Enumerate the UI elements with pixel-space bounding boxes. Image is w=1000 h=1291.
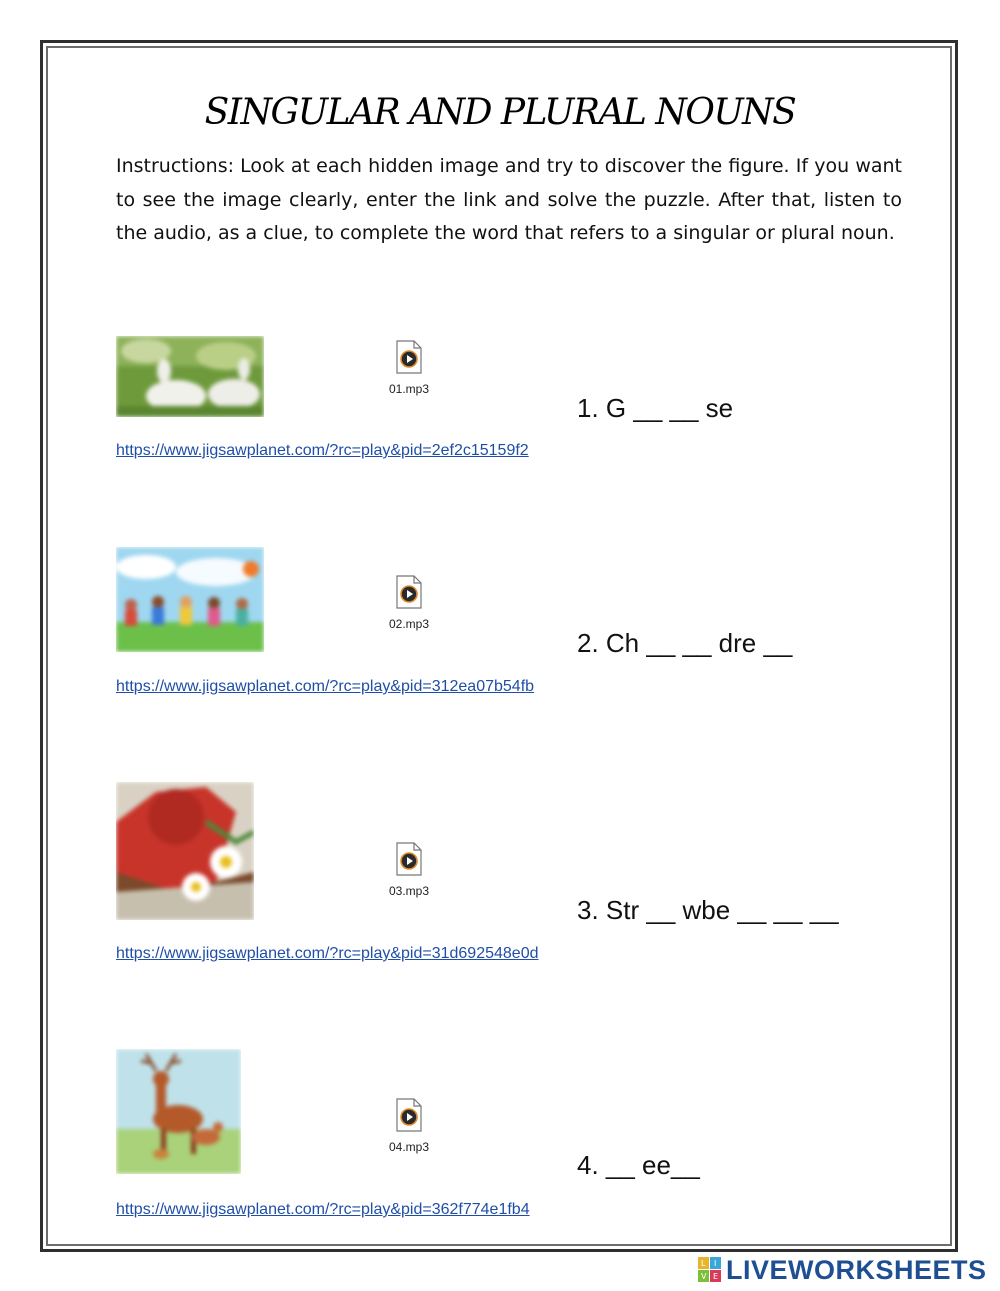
hidden-image-geese (116, 336, 264, 417)
audio-filename: 02.mp3 (388, 617, 430, 631)
audio-filename: 01.mp3 (388, 382, 430, 396)
audio-attachment-4[interactable] (374, 1098, 444, 1154)
audio-file-icon (396, 340, 422, 374)
audio-filename: 03.mp3 (388, 884, 430, 898)
audio-file-icon (396, 842, 422, 876)
audio-filename: 04.mp3 (388, 1140, 430, 1154)
fill-in-word-1[interactable]: 1. G __ __ se (577, 393, 734, 423)
hidden-image-children (116, 547, 264, 652)
liveworksheets-logo (698, 1256, 987, 1284)
puzzle-link-1[interactable]: https://www.jigsawplanet.com/?rc=play&pid=2ef2c15159f2 (116, 442, 529, 459)
audio-attachment-3[interactable] (374, 842, 444, 898)
svg-text:E: E (713, 1272, 719, 1281)
page-title: SINGULAR AND PLURAL NOUNS (204, 92, 796, 133)
audio-file-icon (396, 575, 422, 609)
puzzle-link-2[interactable]: https://www.jigsawplanet.com/?rc=play&pid=312ea07b54fb (116, 678, 535, 695)
svg-text:L: L (701, 1259, 706, 1268)
hidden-image-strawberry (116, 782, 254, 920)
liveworksheets-blocks-icon (698, 1257, 722, 1283)
audio-attachment-2[interactable] (374, 575, 444, 631)
svg-text:V: V (701, 1272, 707, 1281)
audio-file-icon (396, 1098, 422, 1132)
puzzle-link-3[interactable]: https://www.jigsawplanet.com/?rc=play&pid=31d692548e0d (116, 945, 539, 962)
puzzle-link-4[interactable]: https://www.jigsawplanet.com/?rc=play&pid=362f774e1fb4 (116, 1201, 530, 1218)
fill-in-word-3[interactable]: 3. Str __ wbe __ __ __ (577, 895, 839, 925)
fill-in-word-2[interactable]: 2. Ch __ __ dre __ (577, 628, 793, 658)
instructions-text: Instructions: Look at each hidden image and try to discover the figure. If you want to see the image clearly, enter the link and solve the puzzle. After that, listen to the audio, as a clue, to complete the word that refers to a singular or plural noun. (116, 155, 902, 244)
hidden-image-deer (116, 1049, 241, 1174)
audio-attachment-1[interactable] (374, 340, 444, 396)
fill-in-word-4[interactable]: 4. __ ee__ (577, 1150, 700, 1180)
svg-text:I: I (714, 1259, 717, 1268)
brand-name: LIVEWORKSHEETS (726, 1254, 987, 1285)
